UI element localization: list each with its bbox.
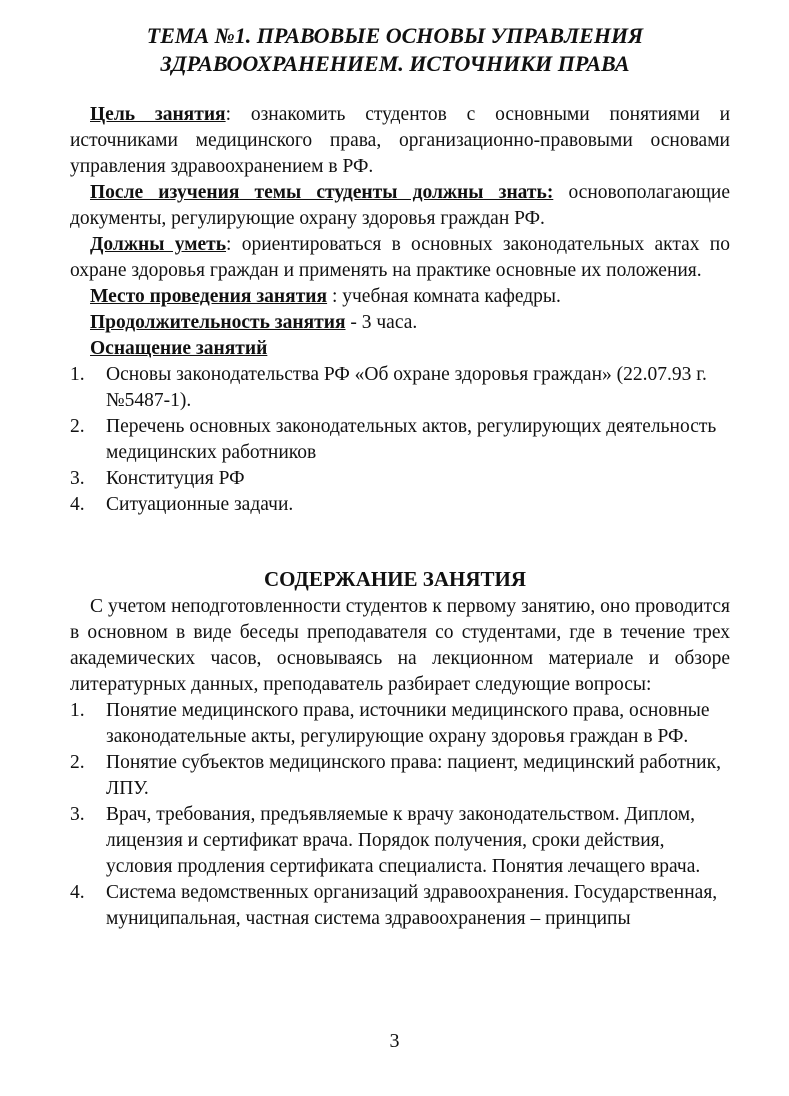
questions-list	[70, 698, 730, 932]
list-item-number: 2.	[70, 752, 85, 773]
know-label: После изучения темы студенты должны знать:	[90, 182, 554, 203]
equipment-list	[70, 362, 730, 518]
know-paragraph	[70, 180, 730, 232]
list-item	[70, 802, 730, 880]
list-item-text: Ситуационные задачи.	[106, 494, 294, 515]
list-item-number: 2.	[70, 416, 85, 437]
list-item-text: Понятие субъектов медицинского права: пациент, медицинский работник, ЛПУ.	[106, 752, 721, 799]
place-label: Место проведения занятия	[90, 286, 328, 307]
list-item	[70, 698, 730, 750]
list-item-number: 4.	[70, 882, 85, 903]
goal-label: Цель занятия	[90, 104, 226, 125]
list-item	[70, 466, 730, 492]
list-item-text: Врач, требования, предъявляемые к врачу законодательством. Диплом, лицензия и сертификат врача. Порядок получения, сроки действия, условия продления сертификата специалиста. Понятия лечащего врача.	[106, 804, 701, 877]
list-item	[70, 750, 730, 802]
list-item	[70, 492, 730, 518]
list-item-text: Перечень основных законодательных актов, регулирующих деятельность медицинских работников	[106, 416, 717, 463]
content-intro: С учетом неподготовленности студентов к первому занятию, оно проводится в основном в виде беседы преподавателя со студентами, где в течение трех академических часов, основываясь на лекционном материале и обзоре литературных данных, преподаватель разбирает следующие вопросы:	[70, 596, 730, 695]
skills-label: Должны уметь	[90, 234, 227, 255]
list-item-number: 3.	[70, 804, 85, 825]
place-line	[70, 284, 730, 310]
section-title: СОДЕРЖАНИЕ ЗАНЯТИЯ	[263, 567, 527, 591]
goal-text: : ознакомить студентов с основными понятиями и источниками медицинского права, организационно-правовыми основами управления здравоохранением в РФ.	[70, 104, 731, 177]
goal-paragraph	[70, 102, 730, 180]
page-title	[60, 22, 730, 78]
title-line-2: ЗДРАВООХРАНЕНИЕМ. ИСТОЧНИКИ ПРАВА	[160, 51, 630, 76]
list-item-number: 4.	[70, 494, 85, 515]
list-item	[70, 362, 730, 414]
title-line-1: ТЕМА №1. ПРАВОВЫЕ ОСНОВЫ УПРАВЛЕНИЯ	[146, 23, 644, 48]
duration-line	[70, 310, 730, 336]
page-number: 3	[389, 1030, 400, 1052]
list-item-number: 3.	[70, 468, 85, 489]
equipment-label: Оснащение занятий	[90, 338, 268, 359]
duration-text: - 3 часа.	[345, 312, 418, 333]
place-text: : учебная комната кафедры.	[327, 286, 561, 307]
content-section	[70, 594, 730, 932]
list-item-text: Конституция РФ	[106, 468, 245, 489]
list-item-text: Понятие медицинского права, источники медицинского права, основные законодательные акты, регулирующие охрану здоровья граждан в РФ.	[106, 700, 710, 747]
list-item-number: 1.	[70, 700, 85, 721]
skills-text: : ориентироваться в основных законодательных актах по охране здоровья граждан и применять на практике основные их положения.	[70, 234, 730, 281]
equipment-heading	[70, 336, 730, 362]
list-item	[70, 880, 730, 932]
lesson-info	[70, 102, 730, 518]
list-item-text: Основы законодательства РФ «Об охране здоровья граждан» (22.07.93 г. №5487-1).	[106, 364, 707, 411]
list-item	[70, 414, 730, 466]
skills-paragraph	[70, 232, 730, 284]
duration-label: Продолжительность занятия	[90, 312, 346, 333]
list-item-number: 1.	[70, 364, 85, 385]
know-text: основополагающие документы, регулирующие охрану здоровья граждан РФ.	[70, 182, 730, 229]
list-item-text: Система ведомственных организаций здравоохранения. Государственная, муниципальная, частная система здравоохранения – принципы	[106, 882, 718, 929]
